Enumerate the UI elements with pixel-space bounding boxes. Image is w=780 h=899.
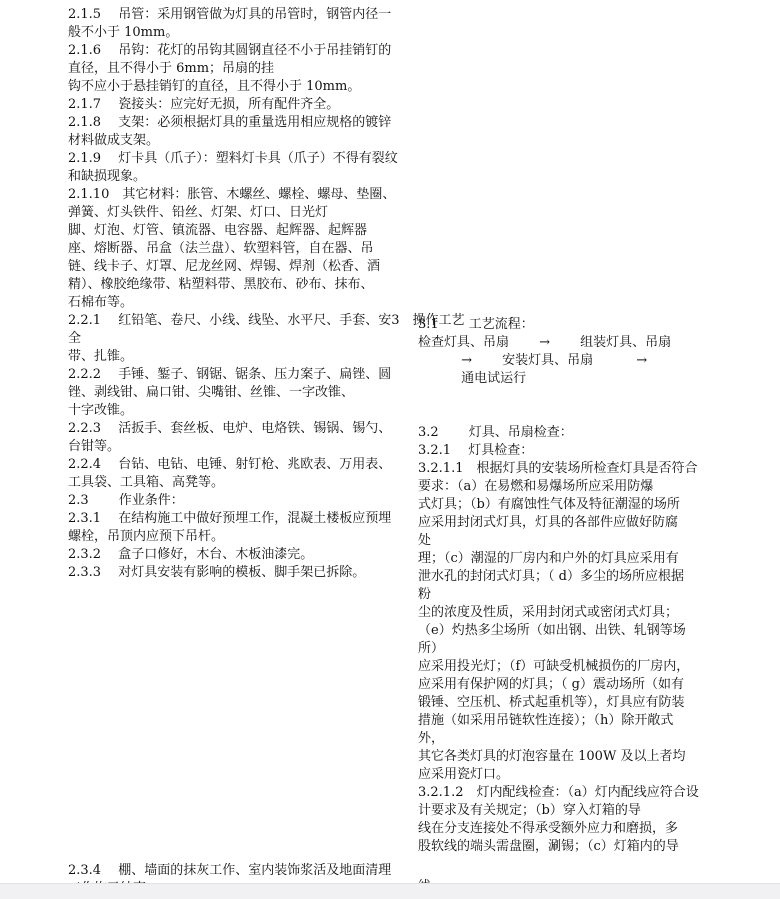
- left-column-line: 全: [68, 331, 82, 346]
- left-column-line: 链、线卡子、灯罩、尼龙丝网、焊锡、焊剂（松香、酒: [68, 259, 381, 274]
- left-column-line: 台钳等。: [68, 439, 121, 454]
- left-column: [68, 6, 465, 582]
- right-column-line: 理；（c）潮湿的厂房内和户外的灯具应采用有: [418, 551, 679, 566]
- left-column-line: 2.1.9 灯卡具（爪子）：塑料灯卡具（爪子）不得有裂纹: [68, 151, 398, 166]
- right-column-line: 尘的浓度及性质，采用封闭式或密闭式灯具；: [418, 605, 679, 620]
- right-column-line: 外，: [418, 731, 445, 746]
- left-column-line: 2.3.3 对灯具安装有影响的模板、脚手架已拆除。: [68, 565, 366, 580]
- right-column-line: 泄水孔的封闭式灯具；（ d）多尘的场所应根据: [418, 569, 684, 584]
- right-column-line: 粉: [418, 587, 432, 602]
- right-column-line: 应采用投光灯；（f）可缺受机械损伤的厂房内，: [418, 659, 690, 674]
- left-column-line: 和缺损现象。: [68, 169, 147, 184]
- right-column-line: [418, 388, 718, 406]
- right-column-line: 应采用有保护网的灯具；（ g）震动场所（如有: [418, 677, 684, 692]
- right-column-line: 股软线的端头需盘圈，涮锡；（c）灯箱内的导: [418, 839, 679, 854]
- right-column-line: 3.1 工艺流程：: [418, 317, 534, 332]
- left-column-line: 锉、剥线钳、扁口钳、尖嘴钳、丝锥、一字改锥、: [68, 385, 355, 400]
- viewer-bottom-bar: [0, 883, 780, 899]
- right-column-line: 3.2.1.1 根据灯具的安装场所检查灯具是否符合: [418, 461, 698, 476]
- left-column-line: 2.1.6 吊钩：花灯的吊钩其圆钢直径不小于吊挂销钉的: [68, 43, 392, 58]
- right-column-line: 其它各类灯具的灯泡容量在 100W 及以上者均: [418, 749, 686, 764]
- right-column-line: 应采用封闭式灯具，灯具的各部件应做好防腐: [418, 515, 679, 530]
- left-column-line: 2.3 作业条件：: [68, 493, 184, 508]
- left-column-line: 直径，且不得小于 6mm；吊扇的挂: [68, 61, 275, 76]
- left-column-line: 般不小于 10mm。: [68, 25, 179, 40]
- left-column-line: 石棉布等。: [68, 295, 134, 310]
- right-column-line: 通电试运行: [418, 371, 527, 386]
- left-column-line: 2.2.1 红铅笔、卷尺、小线、线坠、水平尺、手套、安3 操作工艺: [68, 313, 465, 328]
- left-bottom-line-1: 2.3.4 棚、墙面的抹灰工作、室内装饰浆活及地面清理: [68, 863, 392, 878]
- left-column-line: 钩不应小于悬挂销钉的直径，且不得小于 10mm。: [68, 79, 361, 94]
- left-column-line: 脚、灯泡、灯管、镇流器、电容器、起辉器、起辉器: [68, 223, 368, 238]
- right-column-line: → 安装灯具、吊扇 →: [418, 353, 648, 368]
- right-column-line: 计要求及有关规定；（b）穿入灯箱的导: [418, 803, 641, 818]
- left-column-line: 2.1.10 其它材料：胀管、木螺丝、螺栓、螺母、垫圈、: [68, 187, 396, 202]
- left-column-line: 2.2.4 台钻、电钻、电锤、射钉枪、兆欧表、万用表、: [68, 457, 392, 472]
- left-column-line: 2.2.2 手锤、錾子、钢锯、锯条、压力案子、扁锉、圆: [68, 367, 392, 382]
- left-column-line: 工具袋、工具箱、高凳等。: [68, 475, 225, 490]
- right-column-line: 要求：（a）在易燃和易爆场所应采用防爆: [418, 479, 654, 494]
- right-column-line: 线在分支连接处不得承受额外应力和磨损，多: [418, 821, 679, 836]
- right-column-line: 3.2 灯具、吊扇检查：: [418, 425, 573, 440]
- left-column-line: 材料做成支架。: [68, 133, 160, 148]
- left-column-line: 2.3.2 盒子口修好，木台、木板油漆完。: [68, 547, 314, 562]
- right-column-line: 锻锤、空压机、桥式起重机等），灯具应有防装: [418, 695, 685, 710]
- right-column-line: 式灯具；（b）有腐蚀性气体及特征潮湿的场所: [418, 497, 680, 512]
- left-column-line: 精）、橡胶绝缘带、粘塑料带、黑胶布、砂布、抹布、: [68, 277, 374, 292]
- left-column-line: 螺栓，吊顶内应预下吊杆。: [68, 529, 225, 544]
- right-column-line: 3.2.1 灯具检查：: [418, 443, 534, 458]
- left-column-line: 2.1.5 吊管：采用钢管做为灯具的吊管时，钢管内径一: [68, 7, 392, 22]
- right-column-line: [418, 406, 718, 424]
- right-column-line: 检查灯具、吊扇 → 组装灯具、吊扇: [418, 335, 672, 350]
- left-column-line: 带、扎锥。: [68, 349, 134, 364]
- right-column-line: （e）灼热多尘场所（如出钢、出铁、轧钢等场: [418, 623, 686, 638]
- right-column-line: 3.2.1.2 灯内配线检查：（a）灯内配线应符合设: [418, 785, 699, 800]
- left-column-line: 2.3.1 在结构施工中做好预埋工作，混凝土楼板应预埋: [68, 511, 392, 526]
- left-column-line: 十字改锥。: [68, 403, 134, 418]
- right-column-line: 所）: [418, 641, 445, 656]
- right-column-line: 应采用瓷灯口。: [418, 767, 510, 782]
- left-column-line: 2.1.8 支架：必须根据灯具的重量选用相应规格的镀锌: [68, 115, 392, 130]
- left-column-line: 座、熔断器、吊盒（法兰盘）、软塑料管，自在器、吊: [68, 241, 374, 256]
- right-column: [418, 316, 718, 856]
- left-column-line: 2.1.7 瓷接头：应完好无损，所有配件齐全。: [68, 97, 340, 112]
- left-column-line: 弹簧、灯头铁件、铅丝、灯架、灯口、日光灯: [68, 205, 329, 220]
- left-column-line: 2.2.3 活扳手、套丝板、电炉、电烙铁、锡锅、锡勺、: [68, 421, 392, 436]
- right-column-line: 措施（如采用吊链软性连接）；（h）除开敞式: [418, 713, 674, 728]
- right-column-line: 处: [418, 533, 432, 548]
